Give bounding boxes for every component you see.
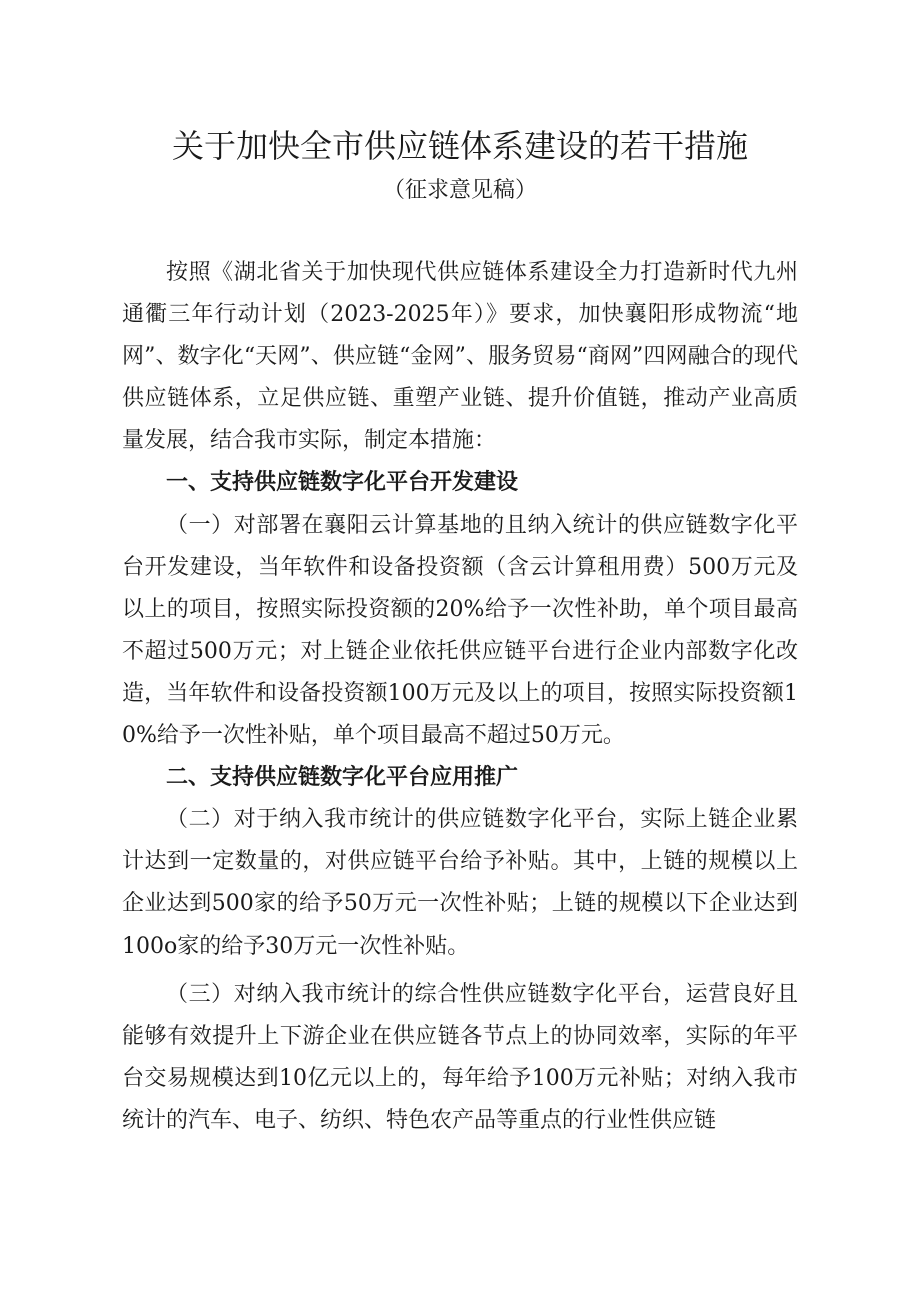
document-body bbox=[122, 252, 798, 1142]
section-2-paragraph-1: （二）对于纳入我市统计的供应链数字化平台，实际上链企业累计达到一定数量的，对供应链平台给予补贴。其中，上链的规模以上企业达到500家的给予50万元一次性补贴；上链的规模以下企业达到100o家的给予30万元一次性补贴。 bbox=[122, 807, 798, 959]
document-subtitle: （征求意见稿） bbox=[382, 178, 537, 203]
intro-paragraph: 按照《湖北省关于加快现代供应链体系建设全力打造新时代九州通衢三年行动计划（2023-2025年）》要求，加快襄阳形成物流“地网”、数字化“天网”、供应链“金网”、服务贸易“商网”四网融合的现代供应链体系，立足供应链、重塑产业链、提升价值链，推动产业高质量发展，结合我市实际，制定本措施： bbox=[122, 260, 798, 454]
section-heading-1: 一、支持供应链数字化平台开发建设 bbox=[166, 470, 519, 496]
section-heading-2: 二、支持供应链数字化平台应用推广 bbox=[166, 765, 519, 791]
document-title: 关于加快全市供应链体系建设的若干措施 bbox=[171, 127, 748, 165]
section-1-paragraph-1: （一）对部署在襄阳云计算基地的且纳入统计的供应链数字化平台开发建设，当年软件和设备投资额（含云计算租用费）500万元及以上的项目，按照实际投资额的20%给予一次性补助，单个项目最高不超过500万元；对上链企业依托供应链平台进行企业内部数字化改造，当年软件和设备投资额100万元及以上的项目，按照实际投资额10%给予一次性补贴，单个项目最高不超过50万元。 bbox=[122, 512, 798, 749]
section-2-paragraph-2: （三）对纳入我市统计的综合性供应链数字化平台，运营良好且能够有效提升上下游企业在供应链各节点上的协同效率，实际的年平台交易规模达到10亿元以上的，每年给予100万元补贴；对纳入我市统计的汽车、电子、纺织、特色农产品等重点的行业性供应链 bbox=[122, 981, 798, 1133]
